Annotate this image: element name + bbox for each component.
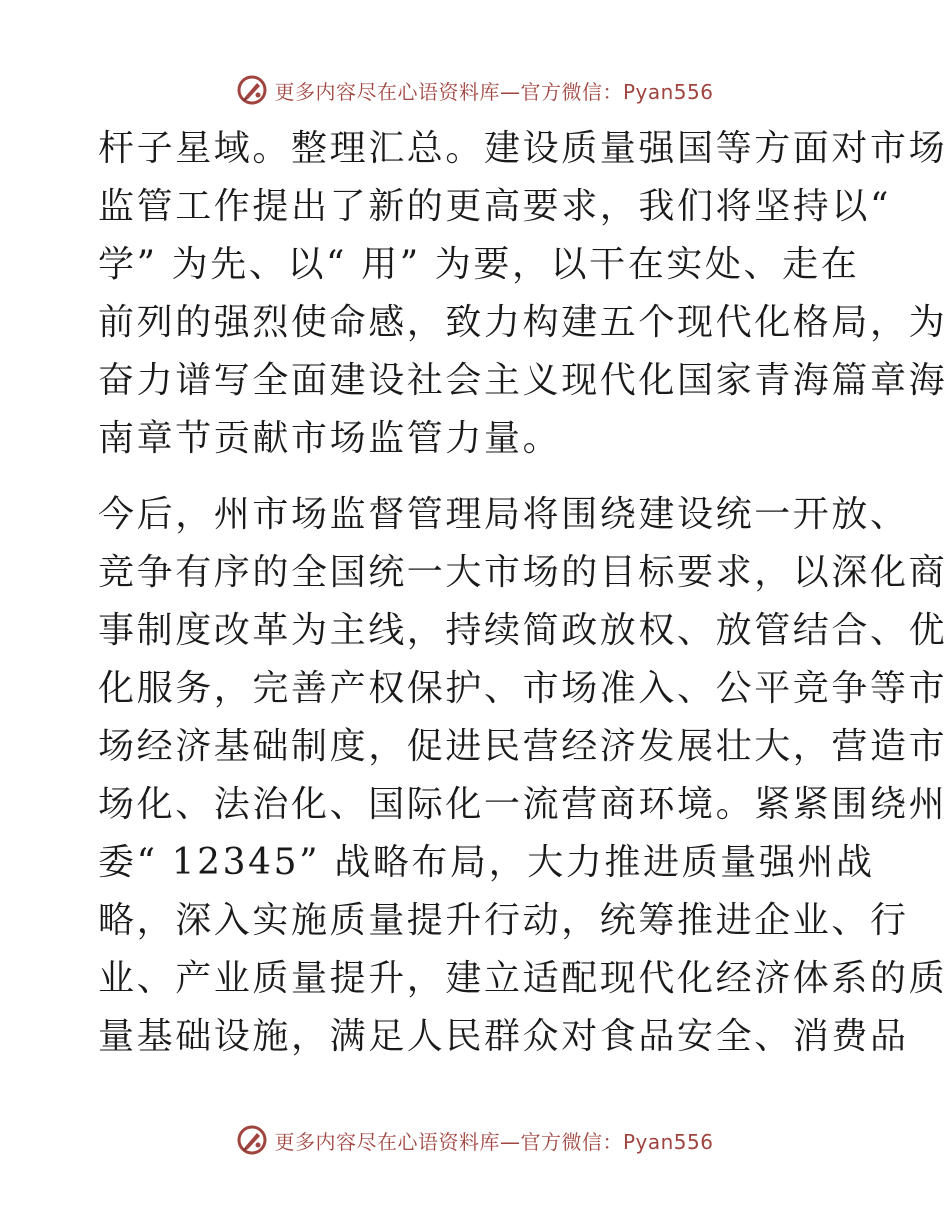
text-line: 略，深入实施质量提升行动，统筹推进企业、行 (98, 900, 909, 941)
text-line: 竞争有序的全国统一大市场的目标要求，以深化商 (98, 552, 948, 593)
text-line: 场化、法治化、国际化一流营商环境。紧紧围绕州 (98, 784, 948, 825)
text-line: 今后，州市场监督管理局将围绕建设统一开放、 (98, 494, 909, 535)
paragraph-gap (98, 468, 858, 486)
text-line: 杆子星域。整理汇总。建设质量强国等方面对市场 (98, 128, 948, 169)
text-line: 事制度改革为主线，持续简政放权、放管结合、优 (98, 610, 948, 651)
text-line: 学” 为先、以“ 用” 为要，以干在实处、走在 (98, 244, 860, 285)
text-line: 南章节贡献市场监管力量。 (98, 418, 562, 459)
paragraph-1 (98, 120, 948, 468)
paragraph-2 (98, 486, 948, 1066)
pen-in-circle-icon (236, 1124, 268, 1156)
text-line: 场经济基础制度，促进民营经济发展壮大，营造市 (98, 726, 948, 767)
header-banner (0, 70, 950, 110)
document-body (98, 120, 948, 1066)
footer-banner (0, 1120, 950, 1160)
text-line: 监管工作提出了新的更高要求，我们将坚持以“ (98, 186, 892, 227)
text-line: 奋力谱写全面建设社会主义现代化国家青海篇章海 (98, 360, 948, 401)
pen-in-circle-icon (236, 74, 268, 106)
text-line: 业、产业质量提升，建立适配现代化经济体系的质 (98, 958, 948, 999)
text-line: 量基础设施，满足人民群众对食品安全、消费品 (98, 1016, 909, 1057)
header-banner-text: 更多内容尽在心语资料库—官方微信：Pyan556 (274, 79, 714, 104)
text-line: 委“ 12345” 战略布局，大力推进质量强州战 (98, 842, 875, 883)
footer-banner-text: 更多内容尽在心语资料库—官方微信：Pyan556 (274, 1129, 714, 1154)
text-line: 化服务，完善产权保护、市场准入、公平竞争等市 (98, 668, 948, 709)
text-line: 前列的强烈使命感，致力构建五个现代化格局，为 (98, 302, 948, 343)
